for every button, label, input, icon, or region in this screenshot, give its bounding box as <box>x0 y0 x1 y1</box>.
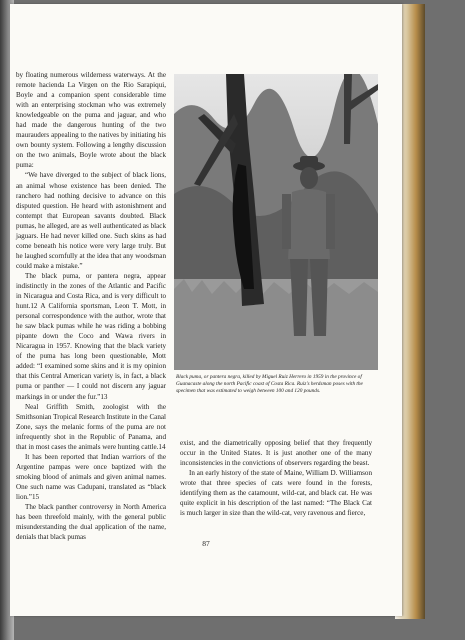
black-puma-photo <box>174 74 378 370</box>
book-page <box>10 4 402 616</box>
paragraph: The black puma, or pantera negra, appear indistinctly in the zones of the Atlantic and Pacific in Nicaragua and Costa Rica, and is very difficult to hunt.12 A California sportsman, Leon T. Mott, in personal correspondence with the author, wrote that he saw black pumas while he was riding a bobbing pipante down the Coco and Wawa rivers in Nicaragua in 1957. Knowing that the black variety of the puma has long been questionable, Mott added: “I examined some skins and it is my opinion that this Central American variety is, in fact, a black puma or panther — I could not discern any jaguar markings in or under the fur.”13 <box>16 271 166 401</box>
paragraph: “We have diverged to the subject of black lions, an animal whose existence has been denied. The ranchero had nothing decisive to advance on this disputed question. He heard with astonishment and contempt that European savants doubted. Black pumas, he alleged, are as well authenticated as black jaguars. He had never killed one. Such skins as had come beneath his notice were very large truly. But he laughed scornfully at the idea that any woodsman could make a mistake.” <box>16 171 166 270</box>
paragraph: In an early history of the state of Maine, William D. Williamson wrote that three species of cats were found in the forests, identifying them as the catamount, wild-cat, and black cat. He was quite explicit in his description of the last named: “The Black Cat is much larger in size than the wild-cat, very ravenous and fierce, <box>180 469 372 518</box>
paragraph: by floating numerous wilderness waterways. At the remote hacienda La Virgen on the Rio Sarapiqui, Boyle and a companion spent considerable time with an enterprising stockman who was extremely knowledgeable on the puma and jaguar, and who had made the dangerous hunting of the two maurauders appealing to the natives by initiating his own bounty system. Following a lengthy discussion on the two animals, Boyle wrote about the black puma: <box>16 71 166 170</box>
left-text-column <box>16 70 166 542</box>
photo-caption: Black puma, or pantera negra, killed by Miguel Ruiz Herrero in 1959 in the province of Guanacaste along the north Pacific coast of Costa Rica. Ruiz's herdsman poses with the specimen that was estimated to weigh between 100 and 120 pounds. <box>176 374 363 394</box>
paragraph: The black panther controversy in North America has been threefold mainly, with the general public misunderstanding the dual application of the name, denials that black pumas <box>16 503 166 542</box>
page-number: 87 <box>202 539 210 548</box>
paragraph: exist, and the diametrically opposing belief that they frequently occur in the United States. It is just another one of the many inconsistencies in the convictions of observers regarding the beast. <box>180 439 372 468</box>
paragraph: Neal Griffith Smith, zoologist with the Smithsonian Tropical Research Institute in the Canal Zone, says the melanic forms of the puma are not infrequently shot in the Republic of Panama, and that in most cases the animals were hunting cattle.14 <box>16 402 166 451</box>
paragraph: It has been reported that Indian warriors of the Argentine pampas were once baptized with the smoking blood of animals and given animal names. One such name was Cadupani, translated as “black lion.”15 <box>16 452 166 501</box>
right-text-column <box>180 438 372 518</box>
